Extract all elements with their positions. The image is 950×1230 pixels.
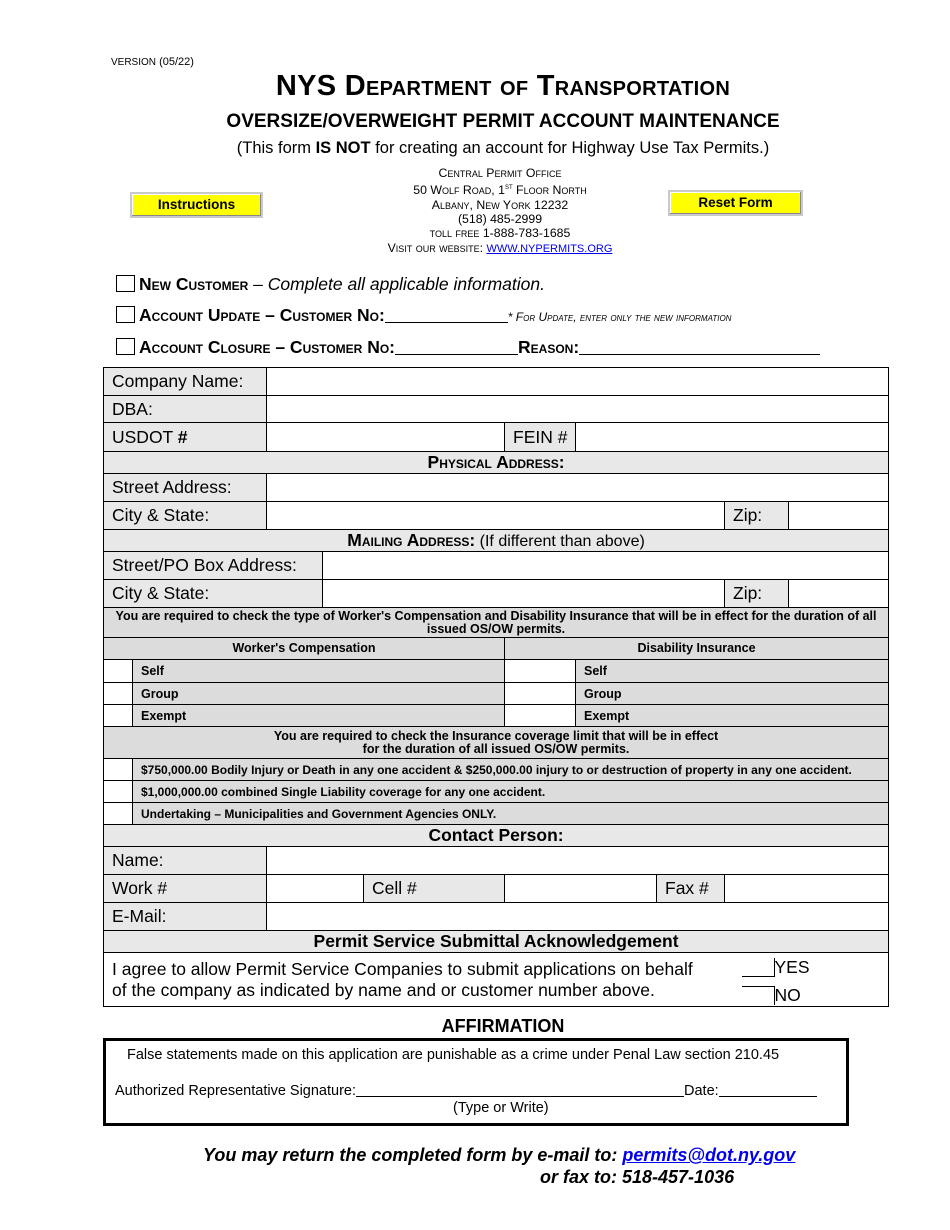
office-phone: (518) 485-2999	[457, 211, 543, 226]
update-note: * For Update, enter only the new information	[507, 310, 732, 324]
contact-header-row	[104, 825, 889, 847]
limit-notice	[104, 727, 889, 759]
limit-1m-checkbox[interactable]	[104, 781, 133, 803]
website-label: Visit our website:	[387, 240, 484, 255]
mailing-street-input[interactable]	[323, 552, 889, 580]
physical-street-input[interactable]	[267, 474, 889, 502]
update-customer-no-field[interactable]	[385, 306, 508, 323]
return-text: You may return the completed form by e-mail to:	[203, 1145, 623, 1165]
insurance-exempt-row	[104, 705, 889, 727]
office-address	[360, 166, 640, 256]
contact-name-row	[104, 847, 889, 875]
closure-customer-no-field[interactable]	[395, 338, 518, 355]
physical-zip-label: Zip:	[725, 502, 789, 530]
insurance-self-row	[104, 660, 889, 683]
date-label: Date:	[684, 1083, 719, 1099]
di-group-label: Group	[576, 683, 889, 705]
email-label: E-Mail:	[104, 903, 267, 931]
work-input[interactable]	[267, 875, 364, 903]
physical-city-label: City & State:	[104, 502, 267, 530]
physical-street-label: Street Address:	[104, 474, 267, 502]
work-label: Work #	[104, 875, 267, 903]
reason-label: Reason:	[518, 337, 580, 357]
wc-self-checkbox[interactable]	[104, 660, 133, 683]
affirmation-heading: AFFIRMATION	[441, 1016, 565, 1036]
wc-group-checkbox[interactable]	[104, 683, 133, 705]
limit-notice-row	[104, 727, 889, 759]
usdot-hash: #	[177, 426, 188, 447]
workers-comp-heading: Worker's Compensation	[104, 638, 505, 660]
usdot-label-cell	[104, 423, 267, 452]
return-fax-line: or fax to: 518-457-1036	[540, 1167, 735, 1187]
mailing-street-label: Street/PO Box Address:	[104, 552, 323, 580]
option-account-closure	[116, 337, 820, 358]
physical-city-input[interactable]	[267, 502, 725, 530]
di-self-label: Self	[576, 660, 889, 683]
limit-row-2	[104, 781, 889, 803]
dba-label: DBA:	[104, 396, 267, 423]
physical-address-header-row	[104, 452, 889, 474]
usdot-row	[104, 423, 889, 452]
mailing-address-heading-cell	[104, 530, 889, 552]
mailing-zip-input[interactable]	[789, 580, 889, 608]
limit-notice-line-2: for the duration of all issued OS/OW permits.	[362, 741, 630, 756]
dba-input[interactable]	[267, 396, 889, 423]
new-customer-label: New Customer	[139, 274, 249, 294]
account-closure-checkbox[interactable]	[116, 338, 135, 355]
email-input[interactable]	[267, 903, 889, 931]
limit-750k-label: $750,000.00 Bodily Injury or Death in any one accident & $250,000.00 injury to or destruction of property in any one accident.	[133, 759, 889, 781]
instructions-button[interactable]: Instructions	[130, 192, 263, 218]
option-new-customer	[116, 274, 545, 295]
office-city: Albany, New York 12232	[431, 197, 569, 212]
return-email-line	[203, 1145, 795, 1166]
wc-self-label: Self	[133, 660, 505, 683]
mailing-address-header-row	[104, 530, 889, 552]
wc-group-label: Group	[133, 683, 505, 705]
office-name: Central Permit Office	[438, 166, 562, 180]
version-date: (05/22)	[159, 56, 194, 68]
page-title: NYS Department of Transportation	[275, 70, 731, 102]
limit-row-3	[104, 803, 889, 825]
limit-notice-line-1: You are required to check the Insurance coverage limit that will be in effect	[273, 728, 719, 743]
signature-field[interactable]	[356, 1082, 684, 1097]
wc-exempt-label: Exempt	[133, 705, 505, 727]
mailing-street-row	[104, 552, 889, 580]
mailing-city-label: City & State:	[104, 580, 323, 608]
contact-phone-row	[104, 875, 889, 903]
office-tollfree	[360, 226, 640, 240]
ack-line-1: I agree to allow Permit Service Companies to submit applications on behalf	[112, 958, 693, 979]
ack-options	[742, 953, 889, 1007]
physical-city-row	[104, 502, 889, 530]
cell-input[interactable]	[505, 875, 657, 903]
fein-label: FEIN #	[505, 423, 576, 452]
contact-name-label: Name:	[104, 847, 267, 875]
limit-undertaking-label: Undertaking – Municipalities and Government Agencies ONLY.	[133, 803, 889, 825]
reason-field[interactable]	[579, 338, 820, 355]
note-pre: (This form	[236, 139, 316, 157]
fein-input[interactable]	[576, 423, 889, 452]
mailing-city-row	[104, 580, 889, 608]
office-website	[360, 241, 640, 256]
limit-750k-checkbox[interactable]	[104, 759, 133, 781]
note-bold: IS NOT	[315, 139, 371, 157]
version-label	[111, 56, 194, 68]
fax-input[interactable]	[725, 875, 889, 903]
affirmation-statement: False statements made on this application are punishable as a crime under Penal Law section 210.45	[127, 1047, 780, 1063]
version-text: VERSION	[111, 57, 157, 68]
new-customer-desc: – Complete all applicable information.	[248, 274, 545, 294]
insurance-type-header-row	[104, 638, 889, 660]
mailing-zip-label: Zip:	[725, 580, 789, 608]
limit-row-1	[104, 759, 889, 781]
usdot-label: USDOT	[112, 426, 178, 447]
office-street-post: Floor North	[512, 183, 587, 198]
di-self-checkbox[interactable]	[505, 660, 576, 683]
limit-undertaking-checkbox[interactable]	[104, 803, 133, 825]
website-link[interactable]: WWW.NYPERMITS.ORG	[486, 242, 613, 255]
tollfree-number: 1-888-783-1685	[482, 226, 571, 241]
physical-address-heading: Physical Address:	[104, 452, 889, 474]
wc-exempt-checkbox[interactable]	[104, 705, 133, 727]
office-street-text: 50 Wolf Road, 1	[413, 183, 505, 198]
signature-line	[115, 1082, 817, 1099]
ack-row	[104, 953, 889, 1007]
contact-heading: Contact Person:	[104, 825, 889, 847]
account-form-table	[103, 367, 889, 1007]
account-update-label: Account Update – Customer No:	[139, 305, 385, 325]
mailing-address-heading: Mailing Address:	[347, 530, 476, 550]
ack-yes-label: YES	[774, 957, 810, 977]
dba-row	[104, 396, 889, 423]
company-name-label: Company Name:	[104, 368, 267, 396]
mailing-address-note: (If different than above)	[475, 533, 645, 550]
return-email-link[interactable]: permits@dot.ny.gov	[622, 1145, 796, 1165]
type-or-write: (Type or Write)	[453, 1100, 549, 1116]
ack-text	[104, 953, 742, 1007]
signature-label: Authorized Representative Signature:	[115, 1083, 357, 1099]
physical-street-row	[104, 474, 889, 502]
disability-heading: Disability Insurance	[505, 638, 889, 660]
di-exempt-label: Exempt	[576, 705, 889, 727]
insurance-notice: You are required to check the type of Worker's Compensation and Disability Insurance that will be in effect for the duration of all issued OS/OW permits.	[104, 608, 889, 638]
tollfree-label: toll free	[429, 226, 480, 241]
form-note	[0, 139, 950, 158]
ack-no-label: NO	[774, 985, 801, 1005]
ack-yes-checkbox[interactable]	[742, 958, 775, 977]
office-floor-sup: st	[504, 182, 513, 192]
ack-yes	[742, 957, 810, 978]
ack-heading: Permit Service Submittal Acknowledgement	[104, 931, 889, 953]
limit-1m-label: $1,000,000.00 combined Single Liability coverage for any one accident.	[133, 781, 889, 803]
di-exempt-checkbox[interactable]	[505, 705, 576, 727]
reset-form-button[interactable]: Reset Form	[668, 190, 803, 216]
cell-label: Cell #	[364, 875, 505, 903]
company-name-row	[104, 368, 889, 396]
ack-header-row	[104, 931, 889, 953]
option-account-update	[116, 305, 731, 326]
office-street	[360, 180, 640, 197]
insurance-notice-row	[104, 608, 889, 638]
ack-no-checkbox[interactable]	[742, 986, 775, 1005]
usdot-input[interactable]	[267, 423, 505, 452]
company-name-input[interactable]	[267, 368, 889, 396]
fax-label: Fax #	[657, 875, 725, 903]
di-group-checkbox[interactable]	[505, 683, 576, 705]
note-post: for creating an account for Highway Use Tax Permits.)	[370, 139, 770, 157]
new-customer-checkbox[interactable]	[116, 275, 135, 292]
ack-line-2: of the company as indicated by name and or customer number above.	[112, 979, 655, 1000]
account-update-checkbox[interactable]	[116, 306, 135, 323]
form-subtitle: OVERSIZE/OVERWEIGHT PERMIT ACCOUNT MAINTENANCE	[226, 111, 780, 132]
contact-email-row	[104, 903, 889, 931]
contact-name-input[interactable]	[267, 847, 889, 875]
ack-no	[742, 985, 801, 1006]
date-field[interactable]	[719, 1082, 817, 1097]
account-closure-label: Account Closure – Customer No:	[139, 337, 396, 357]
physical-zip-input[interactable]	[789, 502, 889, 530]
mailing-city-input[interactable]	[323, 580, 725, 608]
insurance-group-row	[104, 683, 889, 705]
